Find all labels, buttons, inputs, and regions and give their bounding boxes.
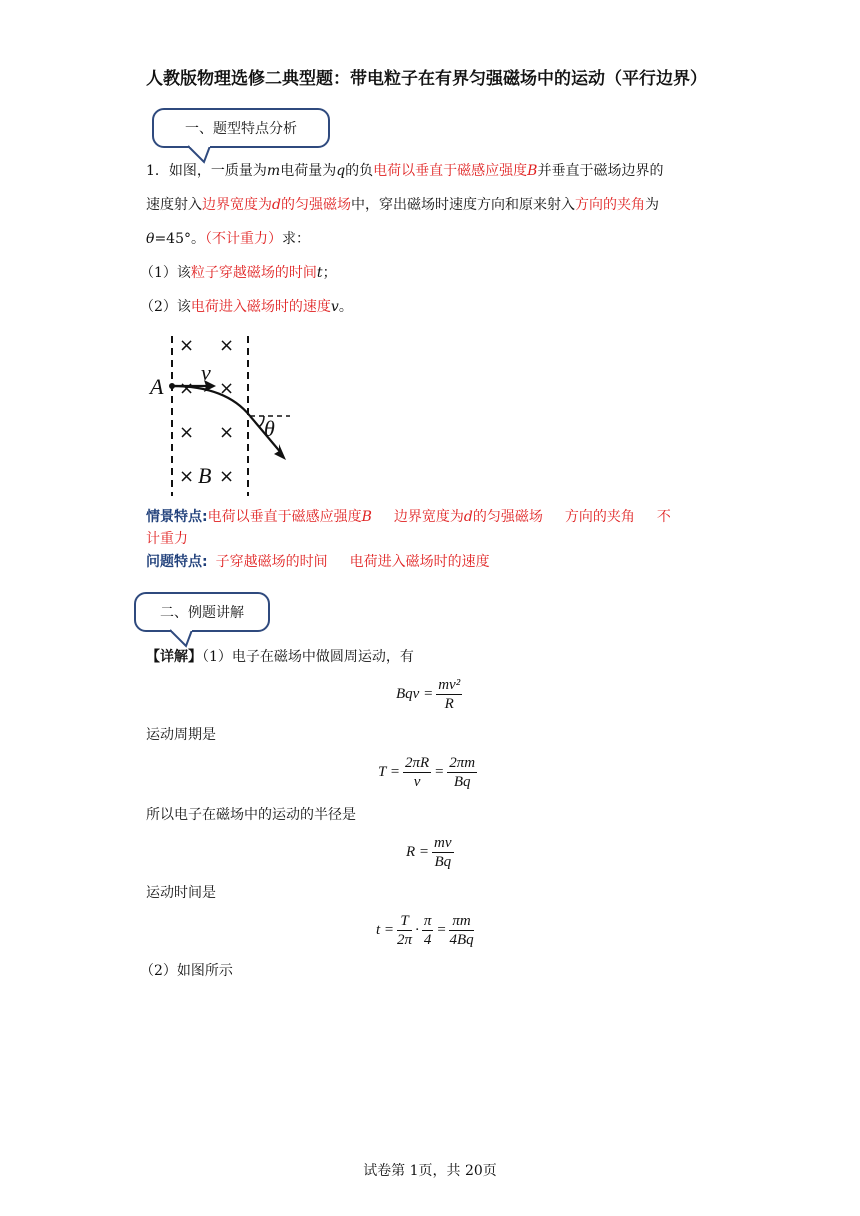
text: ； [322,265,337,281]
text: 1．如图，一质量为 [146,163,267,179]
cross-mark: × [179,335,195,356]
equation-2 [378,754,480,791]
equation-4 [376,912,477,949]
cross-mark: × [219,422,235,443]
eq-numerator: πm [449,912,473,931]
equation-3 [406,834,457,871]
var-v: v [330,299,339,315]
scene-item: 的匀强磁场 [472,509,543,525]
scene-item: 不 [656,509,671,525]
cross-mark: × [219,335,235,356]
question-item: 电荷进入磁场时的速度 [349,554,490,570]
text: （1）该 [140,265,191,281]
eq-denominator: 4Bq [449,932,474,948]
cross-mark: × [219,466,235,487]
label-theta: θ [264,416,275,441]
magnetic-field-figure [146,330,306,500]
text: 的负 [345,163,374,179]
scene-features [146,506,671,528]
cross-mark: × [219,378,235,399]
scene-item: d [463,509,473,525]
scene-item: B [361,509,372,525]
text: 为 [644,197,659,213]
cross-mark: × [179,378,195,399]
eq-lhs: t = [376,921,395,938]
solution-intro [146,640,414,674]
problem-line-1 [146,154,663,188]
text: 并垂直于磁场边界的 [537,163,664,179]
part2-text: （2）如图所示 [140,963,233,979]
question-2 [140,290,353,324]
radius-text: 所以电子在磁场中的运动的半径是 [146,807,356,823]
eq-denominator: 2π [397,932,413,948]
period-text: 运动周期是 [146,727,216,743]
text: （2）该 [140,299,191,315]
label-B: B [198,463,212,488]
page-footer: 试卷第 1页，共 20页 [363,1163,497,1179]
document-title: 人教版物理选修二典型题：带电粒子在有界匀强磁场中的运动（平行边界） [146,69,707,89]
eq-denominator: v [413,774,421,790]
highlight: 粒子穿越磁场的时间 [190,265,317,281]
highlight: （不计重力） [204,231,282,247]
label-A: A [150,374,164,399]
eq-numerator: mv² [438,677,461,693]
eq-dot: · [415,921,419,938]
scene-item: 边界宽度为 [393,509,464,525]
eq-denominator: Bq [434,854,452,870]
var-d: d [272,197,281,213]
eq-denominator: R [444,696,454,712]
cross-mark: × [179,466,195,487]
problem-line-3 [146,222,310,256]
highlight: 方向的夹角 [574,197,645,213]
section-bubble-1 [152,108,330,148]
eq-lhs: R = [406,843,430,860]
text: （1）电子在磁场中做圆周运动，有 [202,649,414,665]
scene-item: 方向的夹角 [564,509,635,525]
question-1 [140,256,337,290]
text: 。 [338,299,353,315]
section-label-2: 二、例题讲解 [134,592,270,632]
eq-denominator: 4 [423,932,432,948]
time-text: 运动时间是 [146,885,216,901]
problem-line-2 [146,188,659,222]
var-q: q [336,163,346,179]
highlight: 边界宽度为 [202,197,272,213]
var-theta: θ [146,231,155,247]
var-m: m [266,163,281,179]
eq-lhs: T = [378,763,400,780]
highlight: 的匀强磁场 [280,197,351,213]
section-label-1: 一、题型特点分析 [152,108,330,148]
text: 求： [281,231,310,247]
eq-sign: = [436,921,447,938]
highlight: 电荷以垂直于磁感应强度 [373,163,528,179]
question-label: 问题特点: [146,554,208,570]
var-t: t [316,265,323,281]
eq-lhs: Bqv = [396,685,434,702]
question-item: 子穿越磁场的时间 [215,554,328,570]
eq-numerator: π [423,913,432,929]
scene-features-wrap: 计重力 [146,531,188,547]
eq-denominator: Bq [453,774,471,790]
eq-numerator: 2πR [404,755,430,771]
section-bubble-2 [134,592,270,632]
label-v: v [201,360,211,385]
scene-label: 情景特点: [146,509,208,525]
var-B: B [527,163,538,179]
text: 速度射入 [146,197,202,213]
text: 电荷量为 [280,163,337,179]
equation-1 [396,676,465,713]
question-features [146,551,490,573]
text: 中，穿出磁场时速度方向和原来射入 [350,197,575,213]
eq-numerator: mv [434,835,452,851]
text: =45°。 [154,231,205,247]
detail-label: 【详解】 [146,649,202,665]
eq-numerator: 2πm [449,755,476,771]
cross-mark: × [179,422,195,443]
eq-numerator: T [397,912,412,931]
eq-sign: = [434,763,445,780]
scene-item: 电荷以垂直于磁感应强度 [207,509,362,525]
highlight: 电荷进入磁场时的速度 [190,299,331,315]
